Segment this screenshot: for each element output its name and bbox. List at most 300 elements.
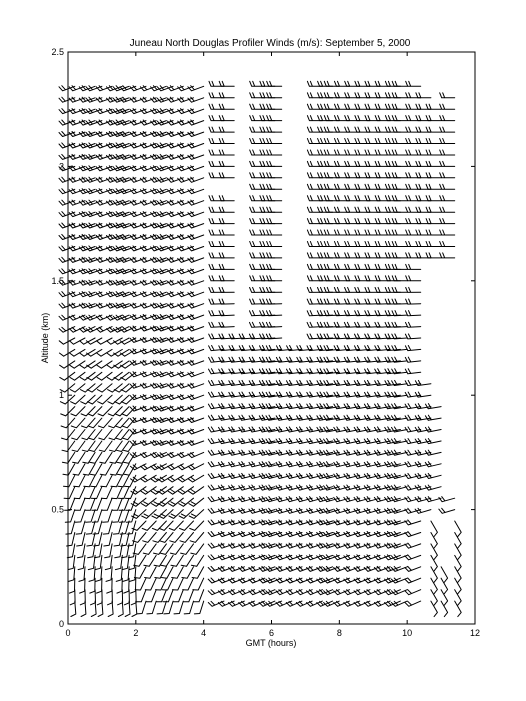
wind-barb [307,116,322,121]
wind-barb [100,464,112,475]
wind-barb [375,299,390,304]
wind-barb [209,264,224,269]
wind-barb [392,264,407,269]
wind-barb [375,116,390,121]
wind-barb [335,207,350,212]
wind-barb [375,264,390,269]
wind-barb [375,104,390,109]
wind-barb [74,487,85,499]
wind-barb [375,81,390,86]
wind-barb [267,173,282,178]
wind-barb [188,120,204,125]
wind-barb [440,184,455,189]
wind-barb [365,196,380,201]
wind-barb [392,253,407,258]
wind-barb [406,253,421,258]
wind-barb [355,139,370,144]
wind-barb [101,487,112,499]
wind-barb [156,590,166,602]
wind-barb [426,116,441,121]
wind-barb [267,253,282,258]
wind-barb [335,173,350,178]
wind-barb [267,93,282,98]
wind-barb [416,150,431,155]
wind-barb [345,116,360,121]
wind-barb [250,196,265,201]
wind-barb [76,521,85,534]
wind-barb [209,173,224,178]
wind-barb [189,487,204,495]
wind-barb [355,104,370,109]
wind-barb [439,497,455,502]
wind-barb [406,196,421,201]
wind-barb [188,360,204,365]
wind-barb [365,81,380,86]
wind-barb [365,93,380,98]
wind-barb [440,219,455,224]
wind-barb [307,127,322,132]
x-tick-label: 6 [268,628,275,638]
wind-barb [250,299,265,304]
wind-barb [219,150,234,155]
wind-barb [307,276,322,281]
wind-barb [267,219,282,224]
wind-barb [406,276,421,281]
wind-barb [345,81,360,86]
wind-barb [392,369,408,374]
wind-barb [375,184,390,189]
wind-barb [209,311,224,316]
wind-barb [365,184,380,189]
wind-barb [307,161,322,166]
wind-barb [219,242,234,247]
wind-barb [405,601,421,606]
wind-barb [188,475,204,482]
wind-barb [189,498,204,506]
wind-barb [440,116,455,121]
wind-barb [345,150,360,155]
y-tick-label: 2.5 [51,47,64,57]
wind-barb [209,127,224,132]
wind-barb [73,464,85,475]
wind-barb [345,276,360,281]
wind-barb [219,253,234,258]
wind-barb [405,578,421,583]
wind-barb [392,104,407,109]
wind-barb [406,184,421,189]
wind-barb [250,311,265,316]
x-tick-label: 2 [133,628,139,638]
wind-barb [250,184,265,189]
wind-barb [406,93,421,98]
wind-barb [440,230,455,235]
wind-barb [375,311,390,316]
wind-barb [416,253,431,258]
wind-barb [267,276,282,281]
wind-barb [250,93,265,98]
wind-barb [219,196,234,201]
wind-barb [426,184,441,189]
wind-barb [250,139,265,144]
wind-barb [250,287,265,292]
wind-barb [65,498,75,510]
wind-barb [345,93,360,98]
wind-barb [307,230,322,235]
wind-barb [355,184,370,189]
wind-barb [209,230,224,235]
wind-barb [110,464,122,475]
wind-barb [440,253,455,258]
wind-barb [112,498,122,510]
wind-barb [365,139,380,144]
wind-barb [355,253,370,258]
wind-barb [416,116,431,121]
wind-barb [375,173,390,178]
wind-barb [392,150,407,155]
wind-barb [440,127,455,132]
wind-barb [250,104,265,109]
wind-barb [392,322,407,327]
wind-barb [102,498,112,510]
wind-barb [426,104,441,109]
wind-barb [355,81,370,86]
wind-barb [101,475,112,487]
wind-barb [188,109,204,114]
wind-barb [267,230,282,235]
wind-barb [188,418,204,423]
wind-barb [219,81,234,86]
wind-barb [440,161,455,166]
wind-barb [188,326,204,331]
wind-barb [345,127,360,132]
wind-barb [250,116,265,121]
wind-barb [188,464,204,470]
wind-barb [355,161,370,166]
wind-barb [439,508,455,513]
wind-barb [209,104,224,109]
wind-barb [406,311,421,316]
wind-barb [335,276,350,281]
wind-barb [406,299,421,304]
wind-barb [113,521,122,534]
wind-barb [188,166,204,171]
wind-barb [335,242,350,247]
y-tick-label: 1.5 [51,275,64,286]
wind-barb [307,253,322,258]
wind-barb [365,161,380,166]
wind-barb [209,93,224,98]
wind-barb [145,578,156,590]
x-tick-label: 12 [469,628,481,638]
wind-barb [324,230,339,235]
wind-barb [335,127,350,132]
wind-barb [86,510,96,523]
wind-barb [426,127,441,132]
wind-barb [324,150,339,155]
wind-barb [64,487,75,499]
wind-barb [334,299,349,304]
wind-barb [392,161,407,166]
wind-barb [406,81,421,86]
wind-barb [324,139,339,144]
wind-barb [416,184,431,189]
wind-barb [219,207,234,212]
wind-barb [440,242,455,247]
wind-barb [188,97,204,102]
x-tick-label: 10 [402,628,413,638]
wind-barb [375,253,390,258]
wind-barb [191,555,203,566]
wind-barb [154,555,166,566]
wind-barb [426,253,441,258]
wind-barb [416,173,431,178]
wind-barb [188,257,204,262]
wind-barb [335,116,350,121]
wind-barb [83,452,95,463]
wind-barb [392,242,407,247]
wind-barb [405,334,420,339]
wind-barb [335,139,350,144]
wind-barb [188,143,204,148]
wind-barb [375,93,390,98]
wind-barb [307,150,322,155]
wind-barb [365,127,380,132]
wind-barb [324,173,339,178]
wind-barb [86,521,95,534]
wind-barb [135,578,146,590]
wind-barb [137,601,146,614]
wind-barb [406,287,421,292]
wind-barb [209,287,224,292]
wind-barb [440,173,455,178]
wind-barb [267,81,282,86]
wind-barb [66,521,75,534]
wind-barb [188,234,204,239]
wind-barb [219,127,234,132]
wind-barb [192,567,204,578]
wind-barb [426,242,441,247]
wind-barb [73,452,85,463]
wind-barb [75,510,85,523]
wind-barb [209,116,224,121]
wind-barb [334,287,349,292]
wind-barb [219,230,234,235]
wind-barb [307,264,322,269]
wind-barb [440,207,455,212]
wind-barb [355,230,370,235]
wind-barb [345,230,360,235]
wind-barb [365,242,380,247]
wind-barb [375,242,390,247]
wind-barb [250,276,265,281]
wind-barb [425,415,441,420]
wind-barb [416,161,431,166]
wind-barb [355,207,370,212]
wind-barb [365,253,380,258]
wind-barb [431,601,438,617]
wind-barb [209,253,224,258]
wind-barb [375,230,390,235]
wind-barb [250,219,265,224]
wind-barb [440,139,455,144]
wind-barb [188,200,204,205]
wind-barb [267,264,282,269]
wind-barb [324,104,339,109]
wind-barb [405,346,420,351]
wind-barb [345,311,360,316]
wind-barb [63,464,75,475]
wind-barb [267,196,282,201]
wind-barb [92,498,102,510]
wind-barb [355,219,370,224]
wind-barb [426,207,441,212]
wind-barb [375,287,390,292]
wind-barb [375,139,390,144]
wind-barb [193,578,204,590]
wind-barb [365,219,380,224]
wind-barb [219,139,234,144]
wind-barb [307,93,322,98]
wind-barb [392,184,407,189]
wind-barb [392,93,407,98]
wind-barb [174,601,183,614]
wind-barb [406,173,421,178]
wind-barb [209,276,224,281]
wind-barb [415,392,431,397]
wind-barb [250,161,265,166]
wind-barb [355,173,370,178]
wind-barb [307,299,322,304]
wind-barb [375,207,390,212]
wind-barb [188,440,204,445]
wind-barb [416,242,431,247]
wind-barb [126,510,136,523]
wind-barb [188,246,204,251]
wind-barb [188,406,204,411]
wind-barb [345,242,360,247]
wind-barb [355,150,370,155]
wind-barb [219,173,234,178]
wind-barb [307,242,322,247]
wind-barb [266,322,281,327]
wind-barb [335,230,350,235]
wind-barb [181,555,193,566]
wind-barb [324,287,339,292]
wind-barb [406,230,421,235]
wind-barb [172,578,183,590]
wind-barb [406,150,421,155]
wind-barb [335,150,350,155]
wind-barb [266,334,281,339]
wind-barb [365,150,380,155]
wind-barb [335,184,350,189]
wind-barb [426,404,442,409]
wind-barb [405,590,421,595]
wind-barb [406,207,421,212]
wind-barb [440,93,455,98]
wind-barb [392,207,407,212]
wind-barb [111,475,122,487]
y-tick-label: 0 [58,619,64,629]
wind-barb [324,184,339,189]
wind-barb [345,196,360,201]
wind-barb [209,196,224,201]
wind-barb [455,601,462,617]
wind-barb [426,150,441,155]
wind-barb [406,116,421,121]
wind-barb [426,230,441,235]
wind-barb [324,127,339,132]
wind-barb [324,161,339,166]
wind-barb [250,253,265,258]
wind-barb [188,395,204,400]
wind-barb [110,452,122,463]
wind-barb [267,150,282,155]
wind-barb [209,150,224,155]
wind-barb [188,303,204,308]
wind-barb [219,104,234,109]
wind-barb [392,334,407,339]
wind-barb [335,93,350,98]
wind-barb [355,93,370,98]
wind-barb [355,299,370,304]
wind-barb [267,161,282,166]
wind-barb [406,322,421,327]
wind-barb [219,116,234,121]
wind-barb [345,219,360,224]
wind-barb [416,127,431,132]
wind-barb [365,299,380,304]
wind-barb [182,567,194,578]
wind-barb [345,299,360,304]
wind-barb [335,253,350,258]
wind-barb [324,276,339,281]
wind-barb [188,86,204,91]
wind-barb [392,196,407,201]
wind-barb [136,590,146,602]
wind-barb [267,287,282,292]
wind-barb [416,139,431,144]
y-tick-label: 0.5 [51,504,64,515]
wind-barb [77,533,85,547]
wind-barb [307,287,322,292]
wind-barb [334,311,349,316]
wind-barb [324,264,339,269]
wind-barb [209,299,224,304]
wind-barb [103,521,112,534]
x-tick-label: 8 [336,628,342,638]
wind-barb [415,380,431,385]
wind-barb [209,207,224,212]
wind-barb [416,104,431,109]
wind-barb [250,230,265,235]
wind-barb [416,230,431,235]
x-tick-label: 4 [201,628,207,638]
wind-barb [392,219,407,224]
wind-barb [335,161,350,166]
wind-barb [425,427,441,432]
wind-barb [324,93,339,98]
wind-barb [345,287,360,292]
wind-barb [365,173,380,178]
wind-barb [84,487,95,499]
wind-barb [267,139,282,144]
x-axis-label: GMT (hours) [245,638,297,648]
wind-barb [188,223,204,228]
wind-barb [392,230,407,235]
wind-barb [183,590,193,602]
wind-barb [75,498,85,510]
